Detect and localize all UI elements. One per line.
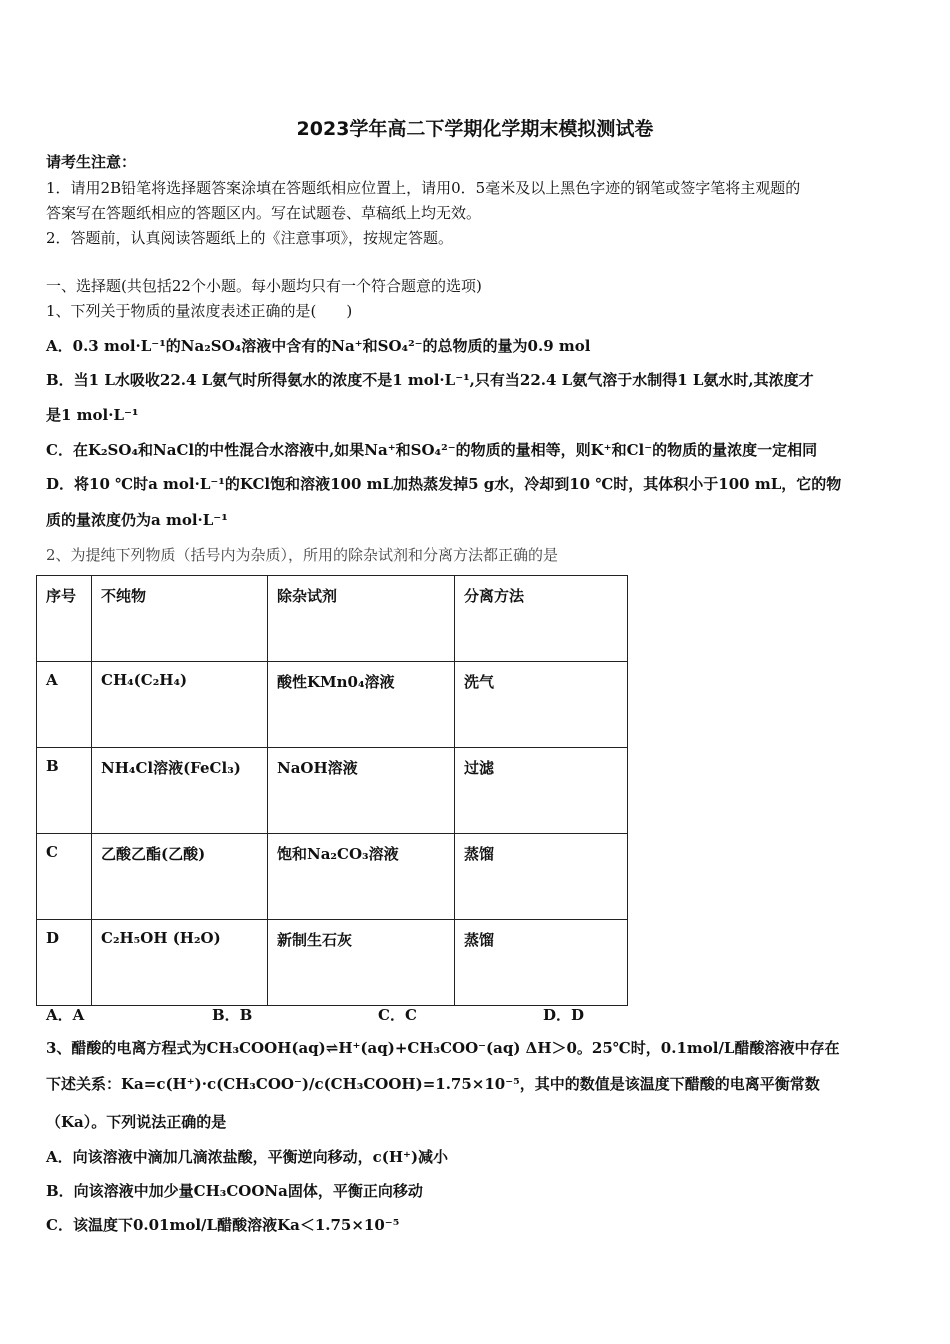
q3-option-b: B．向该溶液中加少量CH₃COONa固体，平衡正向移动 — [46, 1182, 423, 1200]
table-cell: 新制生石灰 — [268, 920, 455, 1006]
q3-option-c: C．该温度下0.01mol/L醋酸溶液Ka＜1.75×10⁻⁵ — [46, 1216, 400, 1234]
table-header-cell: 序号 — [37, 576, 92, 662]
table-cell: 酸性KMn0₄溶液 — [268, 662, 455, 748]
q2-option-a: A．A — [46, 1006, 85, 1024]
notice-line-2: 2．答题前，认真阅读答题纸上的《注意事项》，按规定答题。 — [46, 229, 454, 247]
table-cell: 洗气 — [455, 662, 628, 748]
table-row — [37, 920, 628, 1006]
table-header-cell: 不纯物 — [92, 576, 268, 662]
table-cell: D — [37, 920, 92, 1006]
q3-stem-line3: （Ka）。下列说法正确的是 — [46, 1113, 227, 1131]
q3-stem-line1: 3、醋酸的电离方程式为CH₃COOH(aq)⇌H⁺(aq)+CH₃COO⁻(aq) ΔH＞0。25℃时，0.1mol/L醋酸溶液中存在 — [46, 1039, 840, 1057]
q1-option-b-line2: 是1 mol·L⁻¹ — [46, 406, 139, 424]
table-cell: C₂H₅OH (H₂O) — [92, 920, 268, 1006]
table-header-cell: 分离方法 — [455, 576, 628, 662]
table-cell: 乙酸乙酯(乙酸) — [92, 834, 268, 920]
table-cell: C — [37, 834, 92, 920]
table-cell: 饱和Na₂CO₃溶液 — [268, 834, 455, 920]
q1-stem: 1、下列关于物质的量浓度表述正确的是( ) — [46, 302, 353, 320]
q2-stem: 2、为提纯下列物质（括号内为杂质），所用的除杂试剂和分离方法都正确的是 — [46, 546, 559, 564]
q1-option-d-line2: 质的量浓度仍为a mol·L⁻¹ — [46, 511, 228, 529]
table-cell: NaOH溶液 — [268, 748, 455, 834]
table-cell: CH₄(C₂H₄) — [92, 662, 268, 748]
notice-line-1a: 1．请用2B铅笔将选择题答案涂填在答题纸相应位置上，请用0．5毫米及以上黑色字迹的钢笔或签字笔将主观题的 — [46, 179, 801, 197]
purification-table — [36, 575, 628, 1006]
q1-option-a: A．0.3 mol·L⁻¹的Na₂SO₄溶液中含有的Na⁺和SO₄²⁻的总物质的量为0.9 mol — [46, 337, 591, 355]
q2-option-d: D．D — [543, 1006, 585, 1024]
table-header-cell: 除杂试剂 — [268, 576, 455, 662]
q2-option-c: C．C — [378, 1006, 417, 1024]
table-header-row — [37, 576, 628, 662]
notice-heading: 请考生注意： — [46, 153, 137, 171]
table-row — [37, 834, 628, 920]
table-cell: A — [37, 662, 92, 748]
q3-stem-line2: 下述关系：Ka=c(H⁺)·c(CH₃COO⁻)/c(CH₃COOH)=1.75×10⁻⁵，其中的数值是该温度下醋酸的电离平衡常数 — [46, 1075, 820, 1093]
q1-option-c: C．在K₂SO₄和NaCl的中性混合水溶液中,如果Na⁺和SO₄²⁻的物质的量相等，则K⁺和Cl⁻的物质的量浓度一定相同 — [46, 441, 818, 459]
page-title: 2023学年高二下学期化学期末模拟测试卷 — [296, 118, 654, 140]
table-row — [37, 748, 628, 834]
table-cell: B — [37, 748, 92, 834]
q1-option-d-line1: D．将10 ℃时a mol·L⁻¹的KCl饱和溶液100 mL加热蒸发掉5 g水，冷却到10 ℃时，其体积小于100 mL，它的物 — [46, 475, 842, 493]
q3-option-a: A．向该溶液中滴加几滴浓盐酸，平衡逆向移动，c(H⁺)减小 — [46, 1148, 449, 1166]
table-row — [37, 662, 628, 748]
table-cell: NH₄Cl溶液(FeCl₃) — [92, 748, 268, 834]
table-cell: 蒸馏 — [455, 920, 628, 1006]
q1-option-b-line1: B．当1 L水吸收22.4 L氨气时所得氨水的浓度不是1 mol·L⁻¹,只有当22.4 L氨气溶于水制得1 L氨水时,其浓度才 — [46, 371, 814, 389]
section-heading: 一、选择题(共包括22个小题。每小题均只有一个符合题意的选项) — [46, 277, 482, 295]
table-cell: 蒸馏 — [455, 834, 628, 920]
q2-option-b: B．B — [212, 1006, 253, 1024]
table-cell: 过滤 — [455, 748, 628, 834]
notice-line-1b: 答案写在答题纸相应的答题区内。写在试题卷、草稿纸上均无效。 — [46, 204, 482, 222]
